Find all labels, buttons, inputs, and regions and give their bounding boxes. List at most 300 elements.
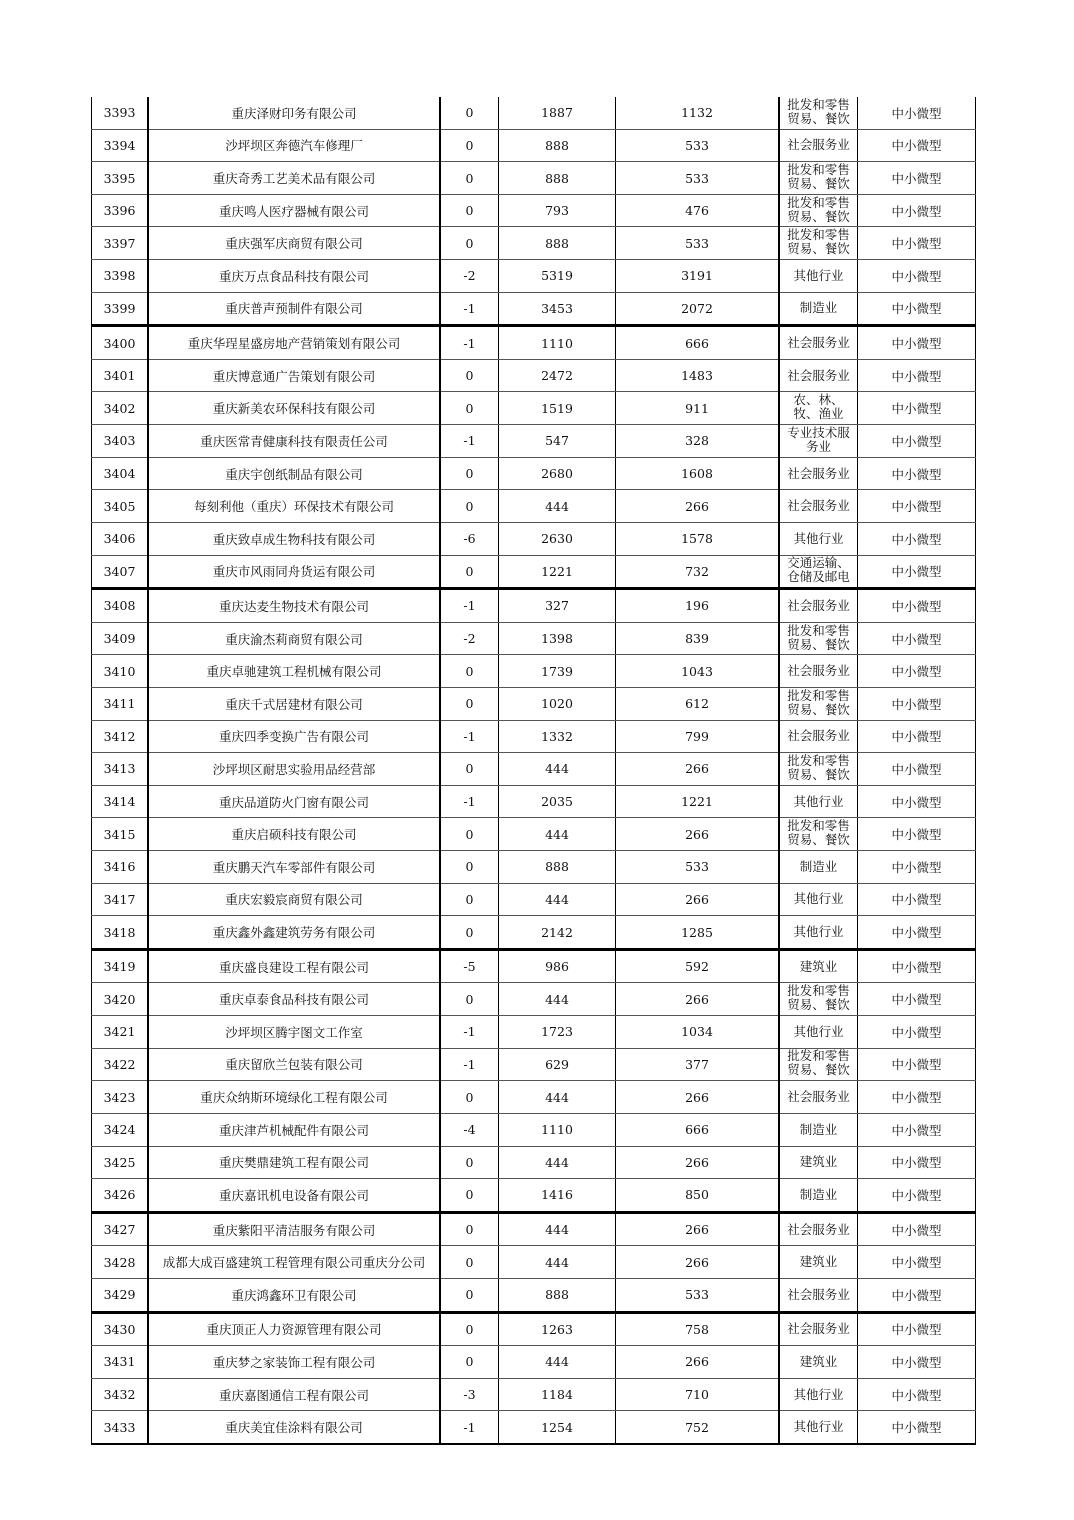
value-a-cell: 2035: [499, 785, 616, 818]
value-change-cell: -3: [440, 1378, 499, 1411]
enterprise-size-cell: 中小微型: [858, 326, 976, 360]
industry-cell: [779, 425, 858, 458]
value-b-cell: 533: [616, 227, 780, 260]
row-number-cell: 3412: [92, 720, 149, 753]
enterprise-size-cell: 中小微型: [858, 1212, 976, 1246]
value-a-cell: 1739: [499, 655, 616, 688]
enterprise-size-cell: 中小微型: [858, 883, 976, 916]
value-change-cell: 0: [440, 1312, 499, 1346]
value-a-cell: 1221: [499, 555, 616, 589]
table-row: [92, 292, 976, 326]
row-number-cell: 3422: [92, 1048, 149, 1081]
table-row: [92, 883, 976, 916]
value-change-cell: 0: [440, 1081, 499, 1114]
enterprise-size-cell: 中小微型: [858, 949, 976, 983]
row-number-cell: 3415: [92, 818, 149, 851]
value-b-cell: 592: [616, 949, 780, 983]
company-name-cell: 成都大成百盛建筑工程管理有限公司重庆分公司: [148, 1246, 440, 1279]
company-name-cell: 重庆新美农环保科技有限公司: [148, 392, 440, 425]
value-change-cell: -1: [440, 785, 499, 818]
company-name-cell: 沙坪坝区奔德汽车修理厂: [148, 129, 440, 162]
value-b-cell: 196: [616, 589, 780, 623]
value-b-cell: 2072: [616, 292, 780, 326]
row-number-cell: 3425: [92, 1146, 149, 1179]
value-a-cell: 1263: [499, 1312, 616, 1346]
value-b-cell: 377: [616, 1048, 780, 1081]
value-b-cell: 758: [616, 1312, 780, 1346]
industry-cell: [779, 785, 858, 818]
value-b-cell: 533: [616, 851, 780, 884]
value-a-cell: 1519: [499, 392, 616, 425]
industry-cell: [779, 1081, 858, 1114]
table-row: [92, 1346, 976, 1379]
industry-cell: [779, 555, 858, 589]
table-row: [92, 851, 976, 884]
value-a-cell: 2472: [499, 359, 616, 392]
value-a-cell: 3453: [499, 292, 616, 326]
company-name-cell: 重庆嘉讯机电设备有限公司: [148, 1179, 440, 1213]
value-b-cell: 266: [616, 1346, 780, 1379]
enterprise-size-cell: 中小微型: [858, 490, 976, 523]
company-name-cell: 重庆鸣人医疗器械有限公司: [148, 194, 440, 227]
value-b-cell: 710: [616, 1378, 780, 1411]
value-change-cell: 0: [440, 162, 499, 195]
value-b-cell: 266: [616, 818, 780, 851]
enterprise-size-cell: 中小微型: [858, 1113, 976, 1146]
value-change-cell: -1: [440, 1411, 499, 1444]
company-name-cell: 重庆品道防火门窗有限公司: [148, 785, 440, 818]
row-number-cell: 3409: [92, 622, 149, 655]
value-b-cell: 533: [616, 162, 780, 195]
table-row: [92, 162, 976, 195]
value-change-cell: -1: [440, 1016, 499, 1049]
value-b-cell: 266: [616, 753, 780, 786]
enterprise-size-cell: 中小微型: [858, 655, 976, 688]
industry-label: 批发和零售贸易、餐饮: [787, 97, 850, 126]
industry-cell: [779, 1113, 858, 1146]
table-row: [92, 1212, 976, 1246]
company-name-cell: 每刻利他（重庆）环保技术有限公司: [148, 490, 440, 523]
value-change-cell: 0: [440, 227, 499, 260]
row-number-cell: 3401: [92, 359, 149, 392]
industry-cell: [779, 522, 858, 555]
value-change-cell: 0: [440, 490, 499, 523]
value-a-cell: 629: [499, 1048, 616, 1081]
value-a-cell: 1110: [499, 1113, 616, 1146]
enterprise-size-cell: 中小微型: [858, 983, 976, 1016]
industry-label: 制造业: [799, 300, 838, 316]
value-a-cell: 986: [499, 949, 616, 983]
industry-label: 批发和零售贸易、餐饮: [787, 623, 850, 652]
industry-label: 批发和零售贸易、餐饮: [787, 819, 850, 848]
industry-label: 其他行业: [793, 1419, 844, 1435]
industry-cell: [779, 1146, 858, 1179]
value-change-cell: -1: [440, 425, 499, 458]
industry-cell: [779, 687, 858, 720]
table-row: [92, 1016, 976, 1049]
industry-label: 社会服务业: [787, 1221, 850, 1237]
value-change-cell: 0: [440, 555, 499, 589]
enterprise-size-cell: 中小微型: [858, 425, 976, 458]
value-a-cell: 1020: [499, 687, 616, 720]
enterprise-size-cell: 中小微型: [858, 1411, 976, 1444]
enterprise-size-cell: 中小微型: [858, 522, 976, 555]
row-number-cell: 3407: [92, 555, 149, 589]
value-b-cell: 476: [616, 194, 780, 227]
company-name-cell: 重庆美宜佳涂料有限公司: [148, 1411, 440, 1444]
industry-cell: [779, 292, 858, 326]
enterprise-size-cell: 中小微型: [858, 753, 976, 786]
value-change-cell: 0: [440, 359, 499, 392]
value-b-cell: 1578: [616, 522, 780, 555]
industry-cell: [779, 1246, 858, 1279]
table-row: [92, 1411, 976, 1444]
row-number-cell: 3416: [92, 851, 149, 884]
table-row: [92, 227, 976, 260]
industry-cell: [779, 883, 858, 916]
enterprise-size-cell: 中小微型: [858, 916, 976, 950]
value-a-cell: 547: [499, 425, 616, 458]
industry-label: 批发和零售贸易、餐饮: [787, 984, 850, 1013]
value-change-cell: 0: [440, 97, 499, 129]
value-b-cell: 266: [616, 1146, 780, 1179]
industry-cell: [779, 753, 858, 786]
industry-cell: [779, 1278, 858, 1312]
industry-cell: [779, 227, 858, 260]
industry-cell: [779, 359, 858, 392]
industry-label: 其他行业: [793, 793, 844, 809]
value-a-cell: 444: [499, 490, 616, 523]
company-name-cell: 重庆卓驰建筑工程机械有限公司: [148, 655, 440, 688]
value-change-cell: 0: [440, 457, 499, 490]
value-change-cell: 0: [440, 687, 499, 720]
table-row: [92, 326, 976, 360]
table-row: [92, 260, 976, 293]
enterprise-size-cell: 中小微型: [858, 292, 976, 326]
enterprise-size-cell: 中小微型: [858, 227, 976, 260]
industry-cell: [779, 622, 858, 655]
company-name-cell: 重庆强军庆商贸有限公司: [148, 227, 440, 260]
value-a-cell: 1416: [499, 1179, 616, 1213]
value-change-cell: -1: [440, 720, 499, 753]
enterprise-size-cell: 中小微型: [858, 1246, 976, 1279]
enterprise-size-cell: 中小微型: [858, 392, 976, 425]
company-name-cell: 重庆致卓成生物科技有限公司: [148, 522, 440, 555]
enterprise-size-cell: 中小微型: [858, 1346, 976, 1379]
company-name-cell: 重庆市风雨同舟货运有限公司: [148, 555, 440, 589]
row-number-cell: 3431: [92, 1346, 149, 1379]
industry-cell: [779, 97, 858, 129]
value-a-cell: 888: [499, 851, 616, 884]
row-number-cell: 3398: [92, 260, 149, 293]
value-a-cell: 1332: [499, 720, 616, 753]
industry-cell: [779, 589, 858, 623]
table-row: [92, 1113, 976, 1146]
enterprise-size-cell: 中小微型: [858, 1016, 976, 1049]
row-number-cell: 3410: [92, 655, 149, 688]
value-b-cell: 799: [616, 720, 780, 753]
company-name-cell: 重庆盛良建设工程有限公司: [148, 949, 440, 983]
row-number-cell: 3393: [92, 97, 149, 129]
enterprise-size-cell: 中小微型: [858, 97, 976, 129]
value-b-cell: 533: [616, 129, 780, 162]
row-number-cell: 3396: [92, 194, 149, 227]
industry-cell: [779, 720, 858, 753]
row-number-cell: 3426: [92, 1179, 149, 1213]
value-a-cell: 888: [499, 162, 616, 195]
value-change-cell: 0: [440, 1278, 499, 1312]
enterprise-size-cell: 中小微型: [858, 162, 976, 195]
industry-cell: [779, 194, 858, 227]
industry-cell: [779, 162, 858, 195]
company-name-cell: 重庆鸿鑫环卫有限公司: [148, 1278, 440, 1312]
value-a-cell: 888: [499, 129, 616, 162]
value-a-cell: 444: [499, 1212, 616, 1246]
value-a-cell: 888: [499, 1278, 616, 1312]
value-change-cell: 0: [440, 916, 499, 950]
company-name-cell: 重庆宇创纸制品有限公司: [148, 457, 440, 490]
value-change-cell: -1: [440, 292, 499, 326]
table-row: [92, 785, 976, 818]
value-b-cell: 328: [616, 425, 780, 458]
table-row: [92, 949, 976, 983]
value-change-cell: -5: [440, 949, 499, 983]
value-change-cell: -4: [440, 1113, 499, 1146]
value-change-cell: 0: [440, 1146, 499, 1179]
value-b-cell: 666: [616, 1113, 780, 1146]
table-row: [92, 392, 976, 425]
table-row: [92, 622, 976, 655]
value-a-cell: 444: [499, 818, 616, 851]
table-row: [92, 1312, 976, 1346]
row-number-cell: 3423: [92, 1081, 149, 1114]
company-name-cell: 重庆留欣兰包装有限公司: [148, 1048, 440, 1081]
table-row: [92, 522, 976, 555]
value-b-cell: 1132: [616, 97, 780, 129]
industry-label: 其他行业: [793, 891, 844, 907]
enterprise-table: [91, 97, 976, 1445]
industry-cell: [779, 1411, 858, 1444]
company-name-cell: 重庆顶正人力资源管理有限公司: [148, 1312, 440, 1346]
table-row: [92, 589, 976, 623]
industry-label: 批发和零售贸易、餐饮: [787, 1049, 850, 1078]
enterprise-size-cell: 中小微型: [858, 129, 976, 162]
industry-label: 社会服务业: [787, 663, 850, 679]
value-b-cell: 1608: [616, 457, 780, 490]
table-row: [92, 1278, 976, 1312]
table-row: [92, 490, 976, 523]
row-number-cell: 3413: [92, 753, 149, 786]
table-row: [92, 425, 976, 458]
enterprise-size-cell: 中小微型: [858, 1378, 976, 1411]
value-b-cell: 666: [616, 326, 780, 360]
table-row: [92, 916, 976, 950]
enterprise-size-cell: 中小微型: [858, 1146, 976, 1179]
company-name-cell: 重庆嘉图通信工程有限公司: [148, 1378, 440, 1411]
value-change-cell: 0: [440, 1346, 499, 1379]
company-name-cell: 重庆樊鼎建筑工程有限公司: [148, 1146, 440, 1179]
company-name-cell: 重庆宏毅宸商贸有限公司: [148, 883, 440, 916]
industry-label: 其他行业: [793, 267, 844, 283]
row-number-cell: 3432: [92, 1378, 149, 1411]
value-change-cell: 0: [440, 1212, 499, 1246]
company-name-cell: 重庆启硕科技有限公司: [148, 818, 440, 851]
enterprise-size-cell: 中小微型: [858, 194, 976, 227]
value-b-cell: 1285: [616, 916, 780, 950]
company-name-cell: 重庆华珵星盛房地产营销策划有限公司: [148, 326, 440, 360]
table-row: [92, 655, 976, 688]
industry-label: 建筑业: [799, 1154, 838, 1170]
industry-label: 专业技术服务业: [787, 425, 850, 454]
industry-label: 制造业: [799, 858, 838, 874]
value-b-cell: 266: [616, 983, 780, 1016]
company-name-cell: 重庆医常青健康科技有限责任公司: [148, 425, 440, 458]
value-b-cell: 266: [616, 1081, 780, 1114]
row-number-cell: 3397: [92, 227, 149, 260]
industry-cell: [779, 1312, 858, 1346]
table-row: [92, 97, 976, 129]
value-change-cell: 0: [440, 194, 499, 227]
value-b-cell: 533: [616, 1278, 780, 1312]
row-number-cell: 3419: [92, 949, 149, 983]
enterprise-size-cell: 中小微型: [858, 1179, 976, 1213]
industry-label: 社会服务业: [787, 1321, 850, 1337]
value-a-cell: 1254: [499, 1411, 616, 1444]
industry-cell: [779, 129, 858, 162]
company-name-cell: 重庆达麦生物技术有限公司: [148, 589, 440, 623]
table-body: [92, 97, 976, 1444]
row-number-cell: 3430: [92, 1312, 149, 1346]
enterprise-size-cell: 中小微型: [858, 555, 976, 589]
industry-cell: [779, 983, 858, 1016]
row-number-cell: 3411: [92, 687, 149, 720]
company-name-cell: 重庆普声预制件有限公司: [148, 292, 440, 326]
value-b-cell: 850: [616, 1179, 780, 1213]
company-name-cell: 沙坪坝区腾宇图文工作室: [148, 1016, 440, 1049]
table-row: [92, 1081, 976, 1114]
value-b-cell: 752: [616, 1411, 780, 1444]
industry-label: 社会服务业: [787, 1286, 850, 1302]
value-b-cell: 1483: [616, 359, 780, 392]
enterprise-size-cell: 中小微型: [858, 457, 976, 490]
industry-label: 制造业: [799, 1121, 838, 1137]
row-number-cell: 3424: [92, 1113, 149, 1146]
row-number-cell: 3428: [92, 1246, 149, 1279]
value-change-cell: 0: [440, 851, 499, 884]
enterprise-size-cell: 中小微型: [858, 359, 976, 392]
industry-cell: [779, 1378, 858, 1411]
value-a-cell: 1184: [499, 1378, 616, 1411]
industry-label: 其他行业: [793, 1386, 844, 1402]
table-row: [92, 194, 976, 227]
industry-label: 制造业: [799, 1186, 838, 1202]
industry-label: 建筑业: [799, 958, 838, 974]
value-b-cell: 732: [616, 555, 780, 589]
table-row: [92, 1246, 976, 1279]
value-change-cell: 0: [440, 983, 499, 1016]
value-a-cell: 1398: [499, 622, 616, 655]
table-row: [92, 555, 976, 589]
value-b-cell: 266: [616, 883, 780, 916]
value-change-cell: -2: [440, 260, 499, 293]
industry-label: 交通运输、仓储及邮电: [787, 556, 850, 585]
industry-cell: [779, 260, 858, 293]
value-change-cell: 0: [440, 753, 499, 786]
table-row: [92, 753, 976, 786]
industry-label: 批发和零售贸易、餐饮: [787, 195, 850, 224]
industry-label: 社会服务业: [787, 728, 850, 744]
value-a-cell: 444: [499, 1346, 616, 1379]
enterprise-size-cell: 中小微型: [858, 1312, 976, 1346]
industry-label: 其他行业: [793, 924, 844, 940]
table-row: [92, 1048, 976, 1081]
industry-label: 批发和零售贸易、餐饮: [787, 753, 850, 782]
value-b-cell: 839: [616, 622, 780, 655]
value-change-cell: 0: [440, 818, 499, 851]
industry-cell: [779, 655, 858, 688]
row-number-cell: 3429: [92, 1278, 149, 1312]
company-name-cell: 沙坪坝区耐思实验用品经营部: [148, 753, 440, 786]
industry-label: 批发和零售贸易、餐饮: [787, 163, 850, 192]
row-number-cell: 3417: [92, 883, 149, 916]
row-number-cell: 3400: [92, 326, 149, 360]
enterprise-size-cell: 中小微型: [858, 851, 976, 884]
value-change-cell: 0: [440, 1179, 499, 1213]
value-b-cell: 1034: [616, 1016, 780, 1049]
row-number-cell: 3414: [92, 785, 149, 818]
value-change-cell: -1: [440, 589, 499, 623]
industry-label: 社会服务业: [787, 367, 850, 383]
table-row: [92, 687, 976, 720]
row-number-cell: 3402: [92, 392, 149, 425]
row-number-cell: 3399: [92, 292, 149, 326]
value-a-cell: 2680: [499, 457, 616, 490]
industry-cell: [779, 818, 858, 851]
value-a-cell: 1887: [499, 97, 616, 129]
row-number-cell: 3420: [92, 983, 149, 1016]
value-a-cell: 2630: [499, 522, 616, 555]
industry-label: 建筑业: [799, 1353, 838, 1369]
enterprise-size-cell: 中小微型: [858, 1081, 976, 1114]
value-b-cell: 612: [616, 687, 780, 720]
value-change-cell: 0: [440, 655, 499, 688]
enterprise-size-cell: 中小微型: [858, 1048, 976, 1081]
value-b-cell: 1221: [616, 785, 780, 818]
value-a-cell: 444: [499, 1146, 616, 1179]
value-change-cell: -6: [440, 522, 499, 555]
industry-cell: [779, 457, 858, 490]
table-row: [92, 720, 976, 753]
value-change-cell: 0: [440, 129, 499, 162]
industry-cell: [779, 916, 858, 950]
value-change-cell: -2: [440, 622, 499, 655]
table-row: [92, 1146, 976, 1179]
value-a-cell: 1110: [499, 326, 616, 360]
value-a-cell: 2142: [499, 916, 616, 950]
enterprise-size-cell: 中小微型: [858, 260, 976, 293]
row-number-cell: 3406: [92, 522, 149, 555]
industry-cell: [779, 851, 858, 884]
row-number-cell: 3421: [92, 1016, 149, 1049]
industry-label: 农、林、牧、渔业: [793, 393, 844, 422]
enterprise-size-cell: 中小微型: [858, 687, 976, 720]
company-name-cell: 重庆鑫外鑫建筑劳务有限公司: [148, 916, 440, 950]
company-name-cell: 重庆卓泰食品科技有限公司: [148, 983, 440, 1016]
row-number-cell: 3418: [92, 916, 149, 950]
value-a-cell: 327: [499, 589, 616, 623]
industry-cell: [779, 392, 858, 425]
value-a-cell: 888: [499, 227, 616, 260]
